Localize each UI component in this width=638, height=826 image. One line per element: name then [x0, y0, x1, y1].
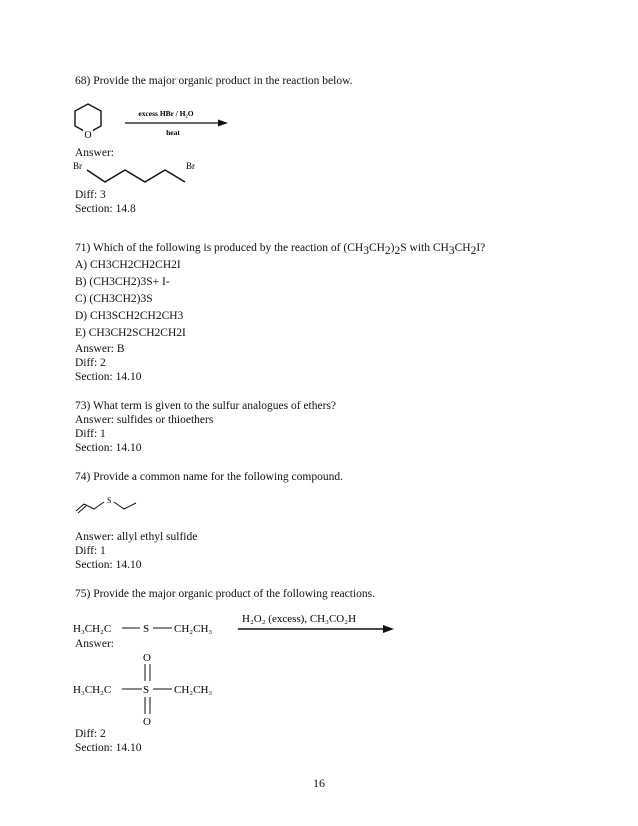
section-73: Section: 14.10	[75, 442, 142, 454]
section-71: Section: 14.10	[75, 371, 142, 383]
carbon-chain	[87, 170, 185, 182]
sulfur-atom: S	[107, 496, 112, 505]
diff-74: Diff: 1	[75, 545, 106, 557]
product-right-group: CH₂CH₃	[174, 684, 213, 696]
dibromopentane-structure	[73, 158, 203, 188]
answer-73: Answer: sulfides or thioethers	[75, 414, 214, 426]
answer-label-68: Answer:	[75, 147, 114, 159]
option-d: D) CH3SCH2CH2CH3	[75, 310, 184, 322]
ring-oxygen: O	[84, 130, 92, 141]
reactant-sulfur: S	[143, 623, 150, 635]
reaction-arrowhead-75	[383, 625, 394, 633]
answer-74: Answer: allyl ethyl sulfide	[75, 531, 198, 543]
option-a: A) CH3CH2CH2CH2I	[75, 259, 181, 271]
diethyl-sulfide-reaction	[70, 610, 400, 638]
answer-71: Answer: B	[75, 343, 125, 355]
reaction-arrowhead	[218, 120, 228, 127]
question-68: 68) Provide the major organic product in the reaction below.	[75, 75, 353, 87]
option-c: C) (CH3CH2)3S	[75, 293, 153, 305]
product-left-group: H₃CH₂C	[73, 684, 112, 696]
page-number: 16	[313, 776, 325, 790]
reactant-right-group: CH₂CH₃	[174, 623, 213, 635]
diff-71: Diff: 2	[75, 357, 106, 369]
reagent-top: excess HBr / H₂O	[138, 109, 194, 118]
reagent-bottom: heat	[166, 128, 180, 137]
option-e: E) CH3CH2SCH2CH2I	[75, 327, 186, 339]
allyl-ethyl-sulfide-structure	[74, 492, 144, 516]
question-73: 73) What term is given to the sulfur analogues of ethers?	[75, 400, 337, 412]
answer-label-75: Answer:	[75, 638, 114, 650]
question-75: 75) Provide the major organic product of the following reactions.	[75, 588, 375, 600]
section-74: Section: 14.10	[75, 559, 142, 571]
section-68: Section: 14.8	[75, 203, 136, 215]
question-74: 74) Provide a common name for the following compound.	[75, 471, 343, 483]
option-b: B) (CH3CH2)3S+ I-	[75, 276, 170, 288]
oxane-reaction-scheme	[70, 98, 240, 146]
diff-73: Diff: 1	[75, 428, 106, 440]
question-71: 71) Which of the following is produced by the reaction of $(CH_3CH_2)_2S$ with $CH_3CH_2I$?	[75, 242, 486, 257]
diff-75: Diff: 2	[75, 728, 106, 740]
sulfone-oxygen-bottom: O	[143, 716, 151, 728]
diff-68: Diff: 3	[75, 189, 106, 201]
sulfone-oxygen-top: O	[143, 652, 151, 664]
bromine-left: Br	[73, 161, 82, 171]
diethyl-sulfone-structure	[70, 650, 230, 728]
product-sulfur: S	[143, 684, 150, 696]
reagent-peroxide: H₂O₂ (excess), CH₃CO₂H	[242, 613, 357, 625]
bromine-right: Br	[186, 161, 195, 171]
reactant-left-group: H₃CH₂C	[73, 623, 112, 635]
section-75: Section: 14.10	[75, 742, 142, 754]
